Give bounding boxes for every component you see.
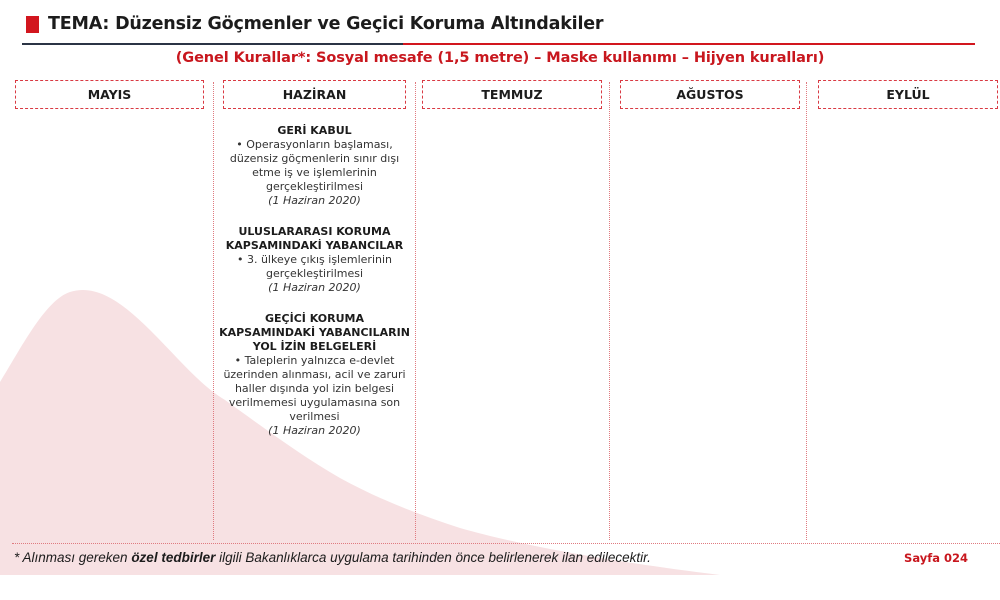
column-divider xyxy=(213,82,214,540)
column-divider xyxy=(806,82,807,540)
section-body: • Taleplerin yalnızca e-devlet üzerinden alınması, acil ve zaruri haller dışında yol izin belgesi verilmemesi uygulamasına son verilmesi xyxy=(223,354,406,423)
section-geri-kabul xyxy=(218,124,411,208)
section-body: • Operasyonların başlaması, düzensiz göçmenlerin sınır dışı etme iş ve işlemlerinin gerçekleştirilmesi xyxy=(229,138,400,193)
general-rules-row xyxy=(0,47,1000,66)
bottom-divider xyxy=(12,543,1000,544)
section-title: GERİ KABUL xyxy=(277,124,352,137)
title-divider xyxy=(22,43,975,45)
section-date: (1 Haziran 2020) xyxy=(268,281,361,294)
haziran-content xyxy=(218,124,411,455)
section-date: (1 Haziran 2020) xyxy=(268,424,361,437)
column-header-haziran: HAZİRAN xyxy=(223,80,406,109)
column-divider xyxy=(609,82,610,540)
footer-note-suffix: ilgili Bakanlıklarca uygulama tarihinden önce belirlenerek ilan edilecektir. xyxy=(215,550,651,565)
column-header-mayis: MAYIS xyxy=(15,80,204,109)
page-number: Sayfa 024 xyxy=(904,551,968,565)
section-uluslararasi-koruma xyxy=(218,225,411,295)
page-title-row xyxy=(26,12,603,36)
footer-note-bold: özel tedbirler xyxy=(131,550,216,565)
section-body: • 3. ülkeye çıkış işlemlerinin gerçekleştirilmesi xyxy=(236,253,392,280)
column-header-temmuz: TEMMUZ xyxy=(422,80,602,109)
footer-note xyxy=(14,550,651,565)
footer-note-prefix: * Alınması gereken xyxy=(14,550,132,565)
column-header-eylul: EYLÜL xyxy=(818,80,998,109)
section-date: (1 Haziran 2020) xyxy=(268,194,361,207)
column-header-agustos: AĞUSTOS xyxy=(620,80,800,109)
section-title: GEÇİCİ KORUMA KAPSAMINDAKİ YABANCILARIN YOL İZİN BELGELERİ xyxy=(219,312,410,353)
general-rules-text: (Genel Kurallar*: Sosyal mesafe (1,5 metre) – Maske kullanımı – Hijyen kuralları) xyxy=(175,50,825,66)
section-title: ULUSLARARASI KORUMA KAPSAMINDAKİ YABANCILAR xyxy=(225,225,404,252)
page-title: TEMA: Düzensiz Göçmenler ve Geçici Koruma Altındakiler xyxy=(48,14,604,34)
column-divider xyxy=(415,82,416,540)
section-gecici-koruma xyxy=(218,312,411,438)
title-bullet-square xyxy=(26,16,39,33)
